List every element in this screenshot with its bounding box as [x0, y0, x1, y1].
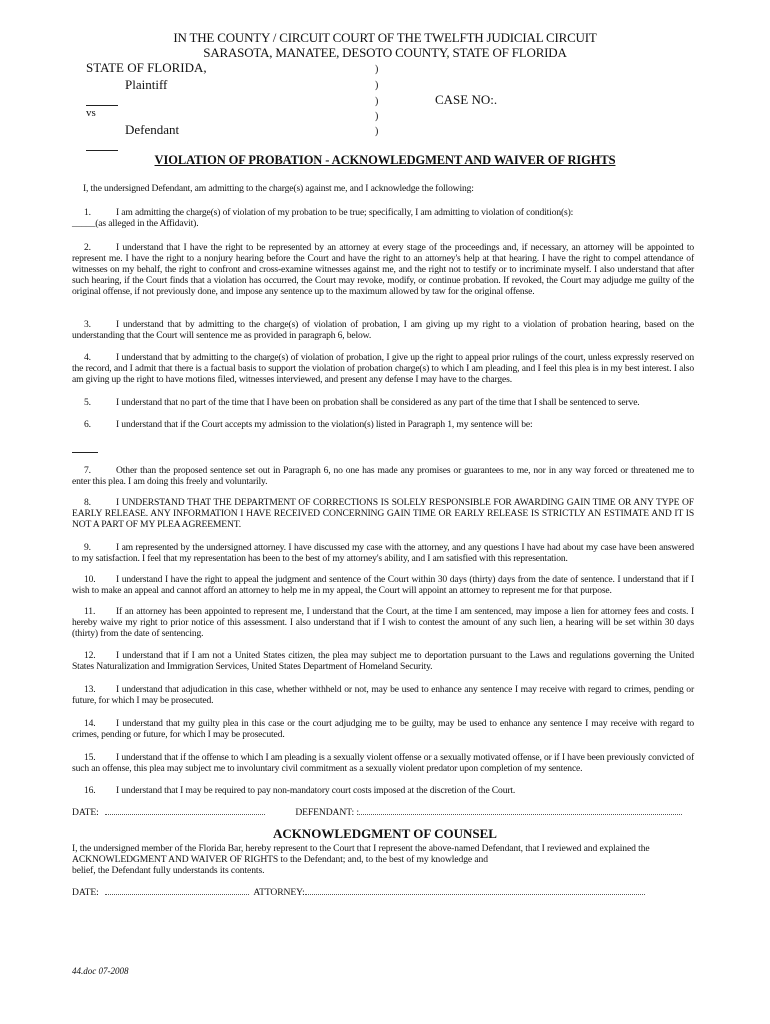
counsel-text-line1: I, the undersigned member of the Florida Bar, hereby represent to the Court that I represent the above-named Defendant, that I reviewed and explained the: [72, 843, 650, 854]
counsel-text-line2: ACKNOWLEDGMENT AND WAIVER OF RIGHTS to the Defendant; and, to the best of my knowledge and: [72, 854, 488, 865]
paragraph-13: 13. I understand that adjudication in this case, whether withheld or not, may be used to enhance any sentence I may receive with regard to crimes, pending or future, for which I may be prosecuted.: [72, 684, 694, 706]
paragraph-8: 8. I UNDERSTAND THAT THE DEPARTMENT OF CORRECTIONS IS SOLELY RESPONSIBLE FOR AWARDING GAIN TIME OR ANY TYPE OF EARLY RELEASE. ANY INFORMATION I HAVE RECEIVED CONCERNING GAIN TIME OR EARLY RELEASE IS STRICTLY AN ESTIMATE AND IT IS NOT A PART OF MY PLEA AGREEMENT.: [72, 497, 694, 530]
document-title: VIOLATION OF PROBATION - ACKNOWLEDGMENT AND WAIVER OF RIGHTS: [154, 153, 616, 167]
paragraph-3: 3. I understand that by admitting to the charge(s) of violation of probation, I am giving up my right to a violation of probation hearing, based on the understanding that the Court will sentence me as provided in paragraph 6, below.: [72, 319, 694, 341]
attorney-date-field[interactable]: [105, 886, 249, 895]
paragraph-4: 4. I understand that by admitting to the charge(s) of violation of probation, I give up the right to appeal prior rulings of the court, unless expressly reserved on the record, and I admit that there is a factual basis to support the violation of probation charge(s) to which I am pleading, and I feel this plea is in my best interest. I also am giving up the right to have motions filed, witnesses interviewed, and present any defense I may have to the charges.: [72, 352, 694, 385]
case-number-label: CASE NO:.: [435, 92, 498, 107]
paragraph-12: 12. I understand that if I am not a United States citizen, the plea may subject me to deportation pursuant to the Laws and regulations governing the United States Naturalization and Immigration Services, United States Department of Homeland Security.: [72, 650, 694, 672]
defendant-label: DEFENDANT: :: [295, 807, 359, 818]
vs-label: vs: [86, 107, 96, 119]
form-footer: 44.doc 07-2008: [72, 966, 129, 976]
counsel-title: ACKNOWLEDGMENT OF COUNSEL: [273, 826, 497, 841]
paragraph-15: 15. I understand that if the offense to which I am pleading is a sexually violent offense or a sexually motivated offense, or if I have been previously convicted of such an offense, this plea may subject me to involuntary civil commitment as a sexually violent predator upon completion of my sentence.: [72, 752, 694, 774]
intro-text: I, the undersigned Defendant, am admitting to the charge(s) against me, and I acknowledge the following:: [83, 183, 474, 194]
plaintiff-name: STATE OF FLORIDA,: [86, 60, 207, 75]
defendant-signature-field[interactable]: [359, 806, 682, 815]
condition-blank[interactable]: _____(as alleged in the Affidavit).: [72, 218, 199, 229]
caption-paren: ): [375, 96, 379, 107]
paragraph-11: 11. If an attorney has been appointed to represent me, I understand that the Court, at the time I am sentenced, may impose a lien for attorney fees and costs. I hereby waive my right to prior notice of this assessment. I also understand that if I wish to contest the amount of any such lien, a hearing will be set within 30 days (thirty) from the date of sentencing.: [72, 606, 694, 639]
sentence-blank-line[interactable]: [72, 452, 98, 453]
court-header-line2: SARASOTA, MANATEE, DESOTO COUNTY, STATE OF FLORIDA: [203, 45, 567, 60]
paragraph-7: 7. Other than the proposed sentence set out in Paragraph 6, no one has made any promises or guarantees to me, nor in any way forced or threatened me to enter this plea. I am doing this freely and voluntarily.: [72, 465, 694, 487]
court-header-line1: IN THE COUNTY / CIRCUIT COURT OF THE TWELFTH JUDICIAL CIRCUIT: [173, 30, 597, 45]
defendant-label: Defendant: [125, 122, 180, 137]
paragraph-number: 1.: [84, 207, 91, 218]
paragraph-9: 9. I am represented by the undersigned attorney. I have discussed my case with the attorney, and any questions I have had about my case have been answered to my satisfaction. I feel that my representation has been to the best of my attorney's ability, and I am satisfied with this representation.: [72, 542, 694, 564]
plaintiff-blank-line[interactable]: [86, 105, 118, 106]
paragraph-10: 10. I understand I have the right to appeal the judgment and sentence of the Court within 30 days (thirty) days from the date of sentence. I understand that if I wish to make an appeal and cannot afford an attorney to help me in my appeal, the Court will appoint an attorney to represent me for that purpose.: [72, 574, 694, 596]
plaintiff-label: Plaintiff: [125, 77, 168, 92]
paragraph-16: 16. I understand that I may be required to pay non-mandatory court costs imposed at the discretion of the Court.: [84, 785, 516, 796]
caption-paren: ): [375, 64, 379, 75]
date-label: DATE:: [72, 887, 99, 898]
defendant-blank-line[interactable]: [86, 150, 118, 151]
date-label: DATE:: [72, 807, 99, 818]
attorney-signature-row: [72, 886, 645, 898]
caption-paren: ): [375, 111, 379, 122]
attorney-label: ATTORNEY:: [253, 887, 305, 898]
paragraph-14: 14. I understand that my guilty plea in this case or the court adjudging me to be guilty, may be used to enhance any sentence I may receive with regard to crimes, pending or future, for which I may be prosecuted.: [72, 718, 694, 740]
defendant-date-field[interactable]: [105, 806, 265, 815]
paragraph-1: 1. I am admitting the charge(s) of violation of my probation to be true; specifically, I am admitting to violation of condition(s): _____(as alleged in the Affidavit).: [72, 207, 574, 229]
paragraph-2: 2. I understand that I have the right to be represented by an attorney at every stage of the proceedings and, if necessary, an attorney will be appointed to represent me. I have the right to a nonjury hearing before the Court and have the right to an attorney's help at that hearing. I have the right to compel attendance of witnesses on my behalf, the right to confront and cross-examine witnesses against me, and the right not to testify or to incriminate myself. I also understand that after such hearing, if the Court finds that a violation has occurred, the Court may revoke, modify, or continue probation. If revoked, the Court may adjudge me guilty of the original offense, if not previously done, and impose any sentence up to the maximum allowed by taw for the original offense.: [72, 242, 694, 297]
defendant-signature-row: [72, 806, 682, 818]
counsel-text-line3: belief, the Defendant fully understands its contents.: [72, 865, 265, 876]
attorney-signature-field[interactable]: [305, 886, 645, 895]
paragraph-5: 5. I understand that no part of the time that I have been on probation shall be considered as any part of the time that I shall be sentenced to serve.: [84, 397, 640, 408]
caption-paren: ): [375, 126, 379, 137]
caption-paren: ): [375, 80, 379, 91]
paragraph-6: 6. I understand that if the Court accepts my admission to the violation(s) listed in Paragraph 1, my sentence will be:: [84, 419, 533, 430]
